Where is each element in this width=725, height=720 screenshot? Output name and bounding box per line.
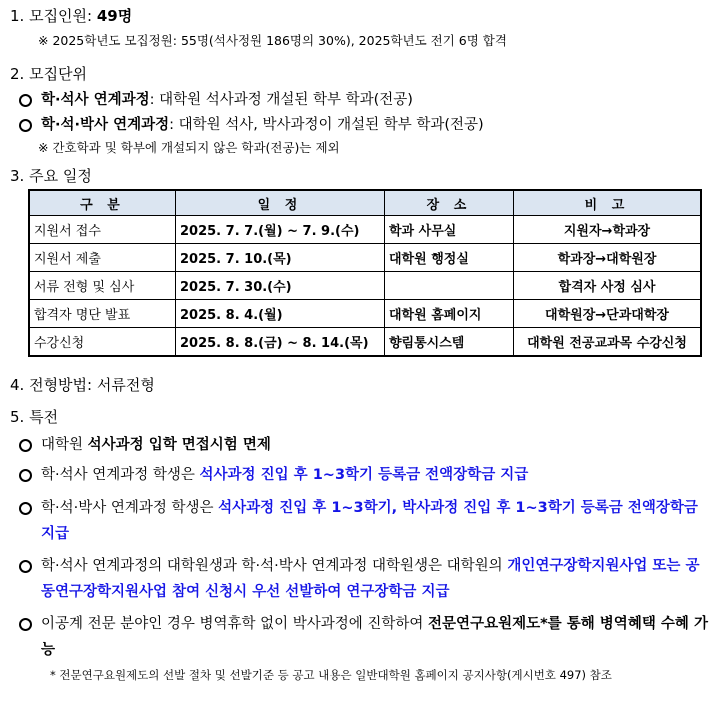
benefit-item-5 <box>10 611 713 663</box>
section-1 <box>10 6 713 26</box>
circle-bullet-icon <box>19 502 32 515</box>
section-5-heading: 5. 특전 <box>10 408 59 426</box>
benefit-item-1 <box>10 435 713 456</box>
cell-remark: 합격자 사정 심사 <box>514 272 702 300</box>
unit-desc: : 대학원 석사, 박사과정이 개설된 학부 학과(전공) <box>169 117 484 133</box>
benefit-highlight: 석사과정 입학 면접시험 면제 <box>87 437 271 453</box>
cell-date: 2025. 8. 8.(금) ~ 8. 14.(목) <box>176 328 385 357</box>
circle-bullet-icon <box>19 119 32 132</box>
section-2-note: ※ 간호학과 및 학부에 개설되지 않은 학과(전공)는 제외 <box>38 140 340 155</box>
schedule-header-row <box>29 190 701 216</box>
table-row <box>29 244 701 272</box>
section-1-note: ※ 2025학년도 모집정원: 55명(석사정원 186명의 30%), 2025학년도 전기 6명 합격 <box>38 33 507 48</box>
benefit-item-4 <box>10 553 713 605</box>
cell-category: 수강신청 <box>29 328 176 357</box>
cell-date: 2025. 7. 7.(월) ~ 7. 9.(수) <box>176 216 385 244</box>
table-row <box>29 216 701 244</box>
benefit-highlight: 석사과정 진입 후 1~3학기, 박사과정 진입 후 1~3학기 등록금 전액장학금 지급 <box>41 500 698 542</box>
unit-item-1 <box>10 90 713 111</box>
benefit-item-2 <box>10 465 713 486</box>
cell-place: 대학원 행정실 <box>385 244 514 272</box>
cell-date: 2025. 7. 10.(목) <box>176 244 385 272</box>
benefit-text: 이공계 전문 분야인 경우 병역휴학 없이 박사과정에 진학하여 <box>41 616 429 632</box>
recruit-count: 49명 <box>96 7 133 25</box>
header-category: 구 분 <box>29 190 176 216</box>
cell-remark: 대학원장→단과대학장 <box>514 300 702 328</box>
cell-date: 2025. 7. 30.(수) <box>176 272 385 300</box>
benefit-item-3 <box>10 495 713 547</box>
section-3-heading: 3. 주요 일정 <box>10 167 92 185</box>
cell-category: 서류 전형 및 심사 <box>29 272 176 300</box>
footnote: * 전문연구요원제도의 선발 절차 및 선발기준 등 공고 내용은 일반대학원 홈페이지 공지사항(게시번호 497) 참조 <box>50 668 612 682</box>
benefit-text: 학·석사 연계과정의 대학원생과 학·석·박사 연계과정 대학원생은 대학원의 <box>41 558 508 574</box>
header-remark: 비 고 <box>514 190 702 216</box>
circle-bullet-icon <box>19 469 32 482</box>
cell-category: 지원서 접수 <box>29 216 176 244</box>
cell-place: 대학원 홈페이지 <box>385 300 514 328</box>
benefit-highlight: 석사과정 진입 후 1~3학기 등록금 전액장학금 지급 <box>199 467 529 483</box>
header-place: 장 소 <box>385 190 514 216</box>
circle-bullet-icon <box>19 560 32 573</box>
cell-category: 합격자 명단 발표 <box>29 300 176 328</box>
section-4-heading: 4. 전형방법: 서류전형 <box>10 376 155 394</box>
table-row <box>29 272 701 300</box>
unit-term: 학·석사 연계과정 <box>41 92 150 108</box>
cell-remark: 지원자→학과장 <box>514 216 702 244</box>
benefit-highlight: 개인연구장학지원사업 또는 공동연구장학지원사업 참여 신청시 우선 선발하여 연구장학금 지급 <box>41 558 700 600</box>
cell-date: 2025. 8. 4.(월) <box>176 300 385 328</box>
cell-category: 지원서 제출 <box>29 244 176 272</box>
cell-place: 학과 사무실 <box>385 216 514 244</box>
circle-bullet-icon <box>19 439 32 452</box>
schedule-table <box>28 189 702 357</box>
unit-item-2 <box>10 115 713 136</box>
benefit-text: 학·석사 연계과정 학생은 <box>41 467 200 483</box>
table-row <box>29 328 701 357</box>
section-2-heading: 2. 모집단위 <box>10 65 88 83</box>
cell-remark: 학과장→대학원장 <box>514 244 702 272</box>
unit-desc: : 대학원 석사과정 개설된 학부 학과(전공) <box>149 92 413 108</box>
section-1-heading: 1. 모집인원: <box>10 7 93 25</box>
cell-place <box>385 272 514 300</box>
header-date: 일 정 <box>176 190 385 216</box>
table-row <box>29 300 701 328</box>
circle-bullet-icon <box>19 94 32 107</box>
benefit-text: 대학원 <box>41 437 88 453</box>
benefit-text: 학·석·박사 연계과정 학생은 <box>41 500 219 516</box>
benefit-highlight: 전문연구요원제도*를 통해 병역혜택 수혜 가능 <box>41 616 708 658</box>
cell-place: 향림통시스템 <box>385 328 514 357</box>
cell-remark: 대학원 전공교과목 수강신청 <box>514 328 702 357</box>
circle-bullet-icon <box>19 618 32 631</box>
unit-term: 학·석·박사 연계과정 <box>41 117 170 133</box>
